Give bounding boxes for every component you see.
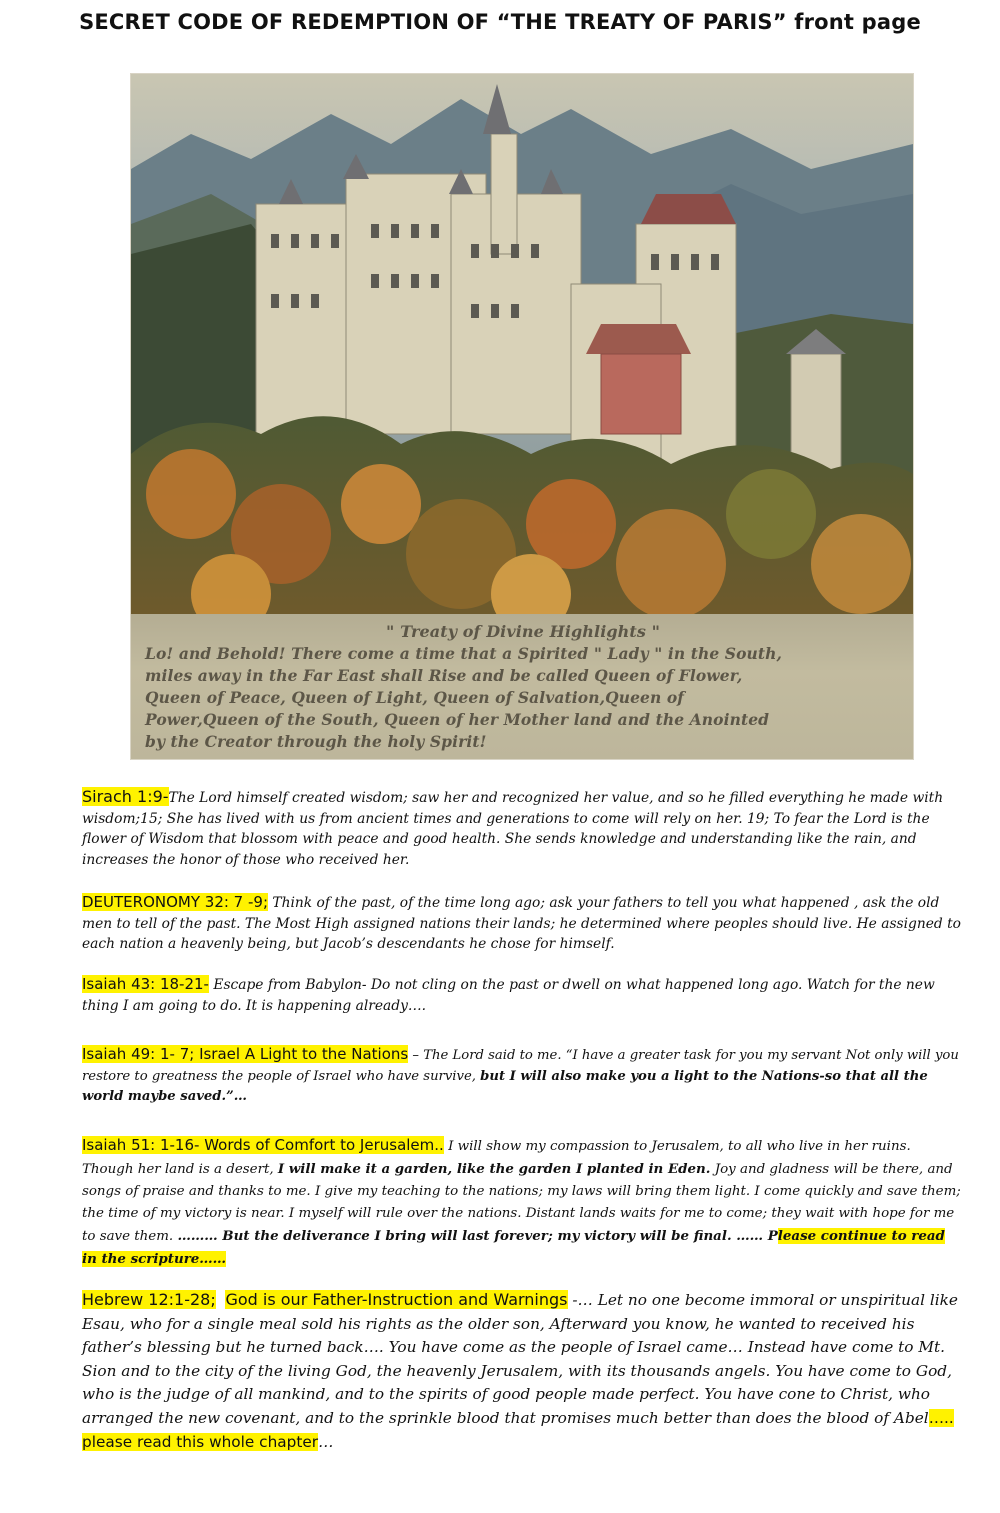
passage-text: – The Lord said to me. “I have a greater task for you my servant Not only will you restore to greatness the people of Israel who have survive, — [82, 1048, 959, 1084]
passage-text: Joy and gladness will be there, and songs of praise and thanks to me. I give my teaching to the nations; my laws will bring them light. I come quickly and save them; the time of my victory is near. I myself will rule over the nations. Distant lands waits for me to come; they wait with hope for me to save them. — [82, 1162, 961, 1244]
castle-scene-illustration — [131, 74, 913, 614]
caption-line: Queen of Peace, Queen of Light, Queen of Salvation,Queen of — [145, 688, 685, 707]
scripture-reference: DEUTERONOMY 32: 7 -9; — [82, 893, 269, 911]
passage-emphasis: but I will also make you a light to the Nations-so that all the world maybe saved.”… — [82, 1068, 928, 1104]
caption-line: Lo! and Behold! There come a time that a Spirited " Lady " in the South, — [145, 644, 783, 663]
passage-end: … — [318, 1432, 334, 1451]
read-more-note: ….. please read this whole chapter — [82, 1408, 954, 1451]
passage-text: The Lord himself created wisdom; saw her and recognized her value, and so he filled everything he made with wisdom;15; She has lived with us from ancient times and generations to come will rely on her. 19; To fear the Lord is the flower of Wisdom that blossom with peace and good health. She sends knowledge and understanding like the rain, and increases the honor of those who received her. — [82, 790, 944, 868]
caption-line: by the Creator through the holy Spirit! — [145, 732, 487, 751]
read-more-note: lease continue to read in the scripture…… — [82, 1228, 945, 1267]
passage-isaiah-43 — [82, 974, 962, 1016]
passage-isaiah-49 — [82, 1044, 962, 1108]
caption-line: Power,Queen of the South, Queen of her Mother land and the Anointed — [145, 710, 770, 729]
scripture-reference: Isaiah 49: 1- 7; Israel A Light to the Nations — [82, 1045, 409, 1063]
passage-isaiah-51 — [82, 1134, 962, 1271]
passage-text: Think of the past, of the time long ago; ask your fathers to tell you what happened , ask the old men to tell of the past. The Most High assigned nations their lands; he determined where peoples should live. He assigned to each nation a heavenly being, but Jacob’s descendants he chose for himself. — [82, 895, 961, 952]
castle-photo — [130, 73, 914, 760]
caption-line: miles away in the Far East shall Rise and be called Queen of Flower, — [145, 666, 743, 685]
passage-sirach — [82, 787, 962, 870]
passage-hebrews — [82, 1288, 962, 1454]
page-title: SECRET CODE OF REDEMPTION OF “THE TREATY OF PARIS” front page — [79, 10, 921, 34]
passage-text: I will show my compassion to Jerusalem, to all who live in her ruins. Though her land is a desert, — [82, 1139, 911, 1177]
passage-emphasis: I will make it a garden, like the garden I planted in Eden. — [277, 1161, 711, 1177]
caption-heading: " Treaty of Divine Highlights " — [386, 622, 661, 641]
scripture-reference: Sirach 1:9- — [82, 787, 169, 806]
passage-subtitle: God is our Father-Instruction and Warnings — [225, 1290, 568, 1309]
scripture-reference: Isaiah 51: 1-16- Words of Comfort to Jerusalem.. — [82, 1136, 444, 1154]
scripture-reference: Isaiah 43: 18-21- — [82, 975, 209, 993]
caption-band — [131, 614, 913, 759]
passage-text: Escape from Babylon- Do not cling on the past or dwell on what happened long ago. Watch for the new thing I am going to do. It is happening already…. — [82, 977, 935, 1014]
passage-emphasis: ……… But the deliverance I bring will last forever; my victory will be final. …… P — [177, 1228, 778, 1244]
scripture-reference: Hebrew 12:1-28; — [82, 1290, 216, 1309]
passage-text: -… Let no one become immoral or unspiritual like Esau, who for a single meal sold his rights as the older son, Afterward you know, he wanted to received his father’s blessing but he turned back…. You have come as the people of Israel came… Instead have come to Mt. Sion and to the city of the living God, the heavenly Jerusalem, with its thousands angels. You have come to God, who is the judge of all mankind, and to the spirits of good people made perfect. You have cone to Christ, who arranged the new covenant, and to the sprinkle blood that promises much better than does the blood of Abel — [82, 1291, 958, 1427]
passage-deuteronomy — [82, 892, 962, 955]
